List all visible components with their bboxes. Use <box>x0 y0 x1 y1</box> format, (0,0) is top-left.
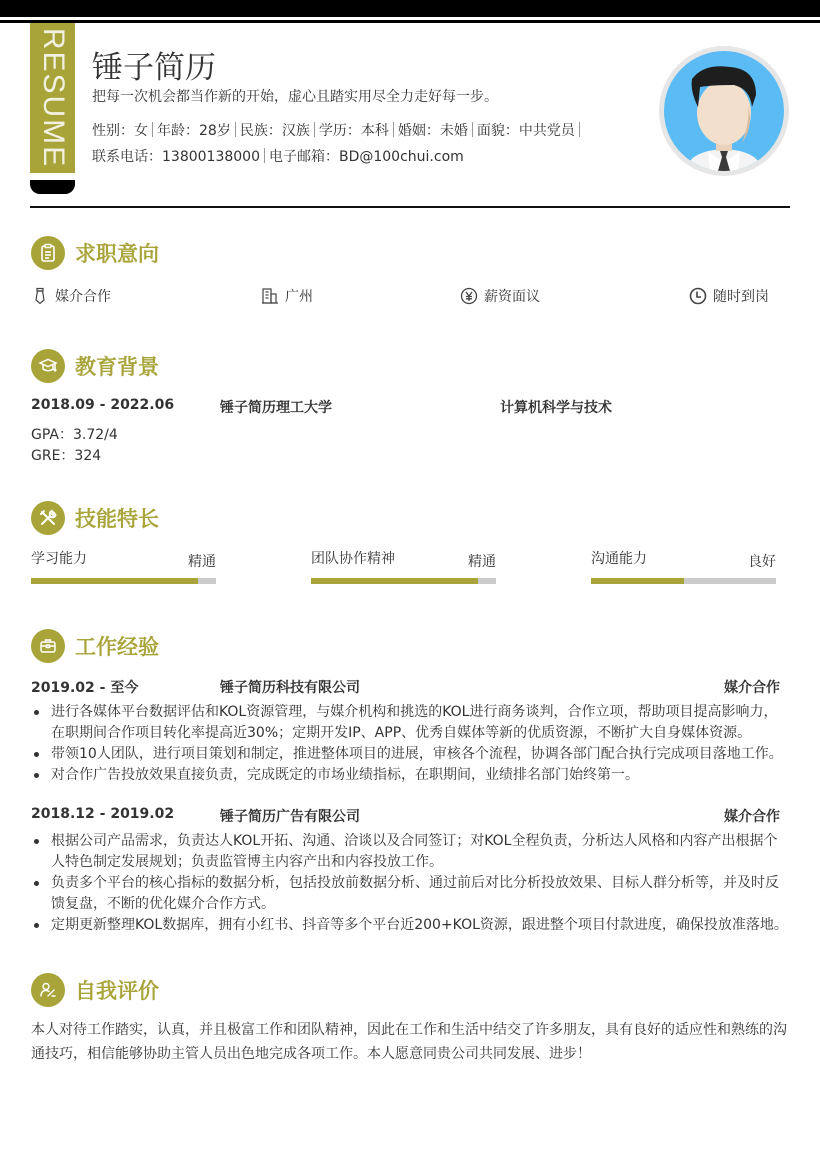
job-role: 媒介合作 <box>724 680 780 696</box>
political-status: 面貌：中共党员 <box>476 123 575 139</box>
job-company: 锤子简历广告有限公司 <box>220 809 360 825</box>
job-duty: 进行各媒体平台数据评估和KOL资源管理，与媒介机构和挑选的KOL进行商务谈判，合作立项，帮助项目提高影响力，在职期间合作项目转化率提高近30%；定期开发IP、APP、优秀自媒体等新的优质资源，不断扩大自身媒体资源。 <box>31 702 791 744</box>
skill-bar-fill <box>591 578 684 584</box>
avatar <box>659 46 789 176</box>
resume-tab-label: RESUME <box>36 27 70 169</box>
intent-salary <box>460 286 540 306</box>
skill-level: 精通 <box>188 554 216 570</box>
job-company: 锤子简历科技有限公司 <box>220 680 360 696</box>
section-title: 工作经验 <box>75 635 159 659</box>
job-period: 2019.02 - 至今 <box>31 680 139 696</box>
phone: 联系电话：13800138000 <box>92 149 260 165</box>
self-evaluation-text: 本人对待工作踏实，认真，并且极富工作和团队精神，因此在工作和生活中结交了许多朋友，具有良好的适应性和熟练的沟通技巧，相信能够协助主管人员出色地完成各项工作。本人愿意同贵公司共同发展、进步！ <box>31 1022 787 1062</box>
tools-icon <box>31 501 65 535</box>
section-header-education <box>31 349 159 383</box>
tie-icon <box>31 287 49 305</box>
job-duties-list <box>31 702 791 786</box>
intent-salary-label: 薪资面议 <box>484 289 540 305</box>
divider <box>314 122 315 137</box>
section-title: 教育背景 <box>75 355 159 379</box>
skill-name: 沟通能力 <box>591 551 647 567</box>
skill-level: 精通 <box>468 554 496 570</box>
clipboard-icon <box>31 236 65 270</box>
skill-bar-fill <box>311 578 478 584</box>
skill-bar <box>31 578 216 584</box>
skill-name: 学习能力 <box>31 551 87 567</box>
building-icon <box>261 287 279 305</box>
motto: 把每一次机会都当作新的开始，虚心且踏实用尽全力走好每一步。 <box>92 89 498 105</box>
briefcase-icon <box>31 629 65 663</box>
education-school: 锤子简历理工大学 <box>220 400 332 416</box>
marital-status: 婚姻：未婚 <box>397 123 468 139</box>
section-header-work <box>31 629 159 663</box>
top-rule <box>0 20 820 23</box>
candidate-name: 锤子简历 <box>92 50 216 86</box>
section-header-intent <box>31 236 159 270</box>
email: 电子邮箱：BD@100chui.com <box>268 149 464 165</box>
job-duty: 负责多个平台的核心指标的数据分析，包括投放前数据分析、通过前后对比分析投放效果、目标人群分析等，并及时反馈复盘，不断的优化媒介合作方式。 <box>31 873 791 915</box>
divider <box>579 122 580 137</box>
intent-position <box>31 286 111 306</box>
section-title: 自我评价 <box>75 979 159 1003</box>
education-major: 计算机科学与技术 <box>500 400 612 416</box>
resume-tab-cap <box>30 180 75 194</box>
personal-info-line-1 <box>92 120 584 140</box>
gender: 性别：女 <box>92 123 148 139</box>
top-black-bar <box>0 0 820 17</box>
section-header-skills <box>31 501 159 535</box>
job-duty: 带领10人团队，进行项目策划和制定，推进整体项目的进展，审核各个流程，协调各部门配合执行完成项目落地工作。 <box>31 744 791 765</box>
graduation-cap-icon <box>31 349 65 383</box>
resume-tab <box>30 23 75 173</box>
job-duty: 根据公司产品需求，负责达人KOL开拓、沟通、洽谈以及合同签订；对KOL全程负责，分析达人风格和内容产出根据个人特色制定发展规划；负责监管博主内容产出和内容投放工作。 <box>31 831 791 873</box>
ethnicity: 民族：汉族 <box>239 123 310 139</box>
skill-bar <box>311 578 496 584</box>
education-gpa: GPA：3.72/4 <box>31 427 118 443</box>
section-title: 求职意向 <box>75 242 159 266</box>
skill-name: 团队协作精神 <box>311 551 395 567</box>
intent-city <box>261 286 313 306</box>
yen-icon <box>460 287 478 305</box>
intent-availability-label: 随时到岗 <box>713 289 769 305</box>
section-header-self-evaluation <box>31 973 159 1007</box>
clock-icon <box>689 287 707 305</box>
section-title: 技能特长 <box>75 507 159 531</box>
skill-bar <box>591 578 776 584</box>
intent-position-label: 媒介合作 <box>55 289 111 305</box>
header-divider <box>30 206 790 208</box>
skill-level: 良好 <box>748 554 776 570</box>
avatar-illustration-icon <box>664 51 784 171</box>
divider <box>472 122 473 137</box>
age: 年龄：28岁 <box>157 123 231 139</box>
education-period: 2018.09 - 2022.06 <box>31 397 175 413</box>
job-duty: 对合作广告投放效果直接负责，完成既定的市场业绩指标，在职期间，业绩排名部门始终第一。 <box>31 765 791 786</box>
job-role: 媒介合作 <box>724 809 780 825</box>
skill-bar-fill <box>31 578 198 584</box>
person-edit-icon <box>31 973 65 1007</box>
job-period: 2018.12 - 2019.02 <box>31 806 175 822</box>
education-gre: GRE：324 <box>31 448 102 464</box>
education-level: 学历：本科 <box>318 123 389 139</box>
personal-info-line-2 <box>92 146 464 166</box>
intent-city-label: 广州 <box>285 289 313 305</box>
job-duty: 定期更新整理KOL数据库，拥有小红书、抖音等多个平台近200+KOL资源，跟进整个项目付款进度，确保投放准落地。 <box>31 915 791 936</box>
divider <box>393 122 394 137</box>
intent-availability <box>689 286 769 306</box>
job-duties-list <box>31 831 791 936</box>
divider <box>264 148 265 163</box>
divider <box>152 122 153 137</box>
divider <box>235 122 236 137</box>
